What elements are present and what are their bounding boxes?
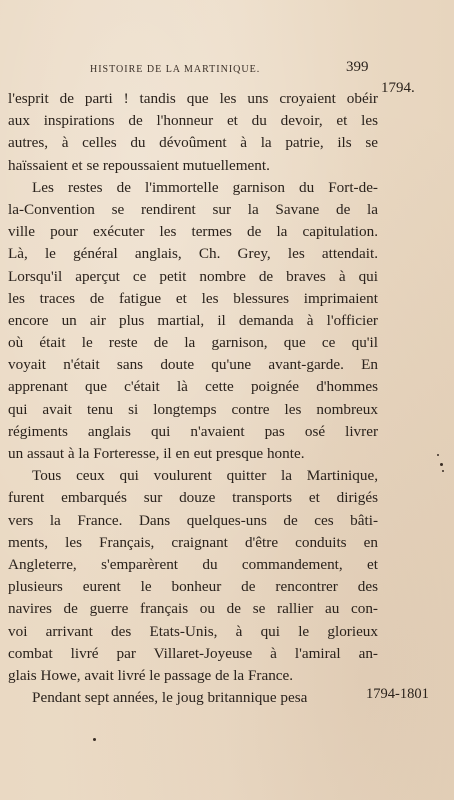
text-line: régiments anglais qui n'avaient pas osé livrer [8, 422, 378, 440]
text-line: l'esprit de parti ! tandis que les uns croyaient obéir [8, 90, 378, 107]
text-line: voi arrivant des Etats-Unis, à qui le glorieux [8, 622, 378, 640]
paper-speck [93, 738, 96, 741]
page-number: 399 [346, 59, 369, 75]
text-line: les traces de fatigue et les blessures imprimaient [8, 289, 378, 307]
text-line: Tous ceux qui voulurent quitter la Martinique, [32, 467, 378, 485]
text-line: ments, les Français, craignant d'être conduits en [8, 533, 378, 551]
text-line: qui avait tenu si longtemps contre les nombreux [8, 400, 378, 418]
paper-speck [440, 463, 443, 466]
text-line: Pendant sept années, le joug britannique pesa [32, 689, 308, 707]
text-line: combat livré par Villaret-Joyeuse à l'amiral an- [8, 644, 378, 662]
text-line: furent embarqués sur douze transports et dirigés [8, 489, 378, 507]
paper-speck [442, 470, 444, 472]
text-line: la-Convention se rendirent sur la Savane de la [8, 200, 378, 218]
text-line: apprenant que c'était là cette poignée d'hommes [8, 378, 378, 396]
margin-date-top: 1794. [381, 80, 415, 96]
body-text [8, 88, 378, 709]
text-line: encore un air plus martial, il demanda à l'officier [8, 311, 378, 329]
text-line: glais Howe, avait livré le passage de la France. [8, 666, 294, 684]
page-header [0, 60, 454, 78]
text-line: vers la France. Dans quelques-uns de ces bâti- [8, 511, 378, 529]
text-line: où était le reste de la garnison, que ce qu'il [8, 334, 378, 352]
text-line: Angleterre, s'emparèrent du commandement, et [8, 555, 378, 573]
text-line: navires de guerre français ou de se rallier au con- [8, 600, 378, 618]
text-line: haïssaient et se repoussaient mutuellement. [8, 156, 270, 174]
paper-speck [437, 454, 439, 456]
text-line: autres, à celles du dévoûment à la patrie, ils se [8, 134, 378, 152]
text-line: Lorsqu'il aperçut ce petit nombre de braves à qui [8, 267, 378, 285]
margin-date-bottom: 1794-1801 [366, 686, 429, 702]
text-line: voyait n'était sans doute qu'une avant-garde. En [8, 356, 378, 374]
text-line: Les restes de l'immortelle garnison du Fort-de- [32, 178, 378, 196]
running-title: HISTOIRE DE LA MARTINIQUE. [90, 64, 261, 75]
text-line: aux inspirations de l'honneur et du devoir, et les [8, 112, 378, 130]
text-line: un assaut à la Forteresse, il en eut presque honte. [8, 445, 305, 462]
text-line: Là, le général anglais, Ch. Grey, les attendait. [8, 245, 378, 263]
text-line: ville pour exécuter les termes de la capitulation. [8, 223, 378, 241]
text-line: plusieurs eurent le bonheur de rencontrer des [8, 578, 378, 596]
